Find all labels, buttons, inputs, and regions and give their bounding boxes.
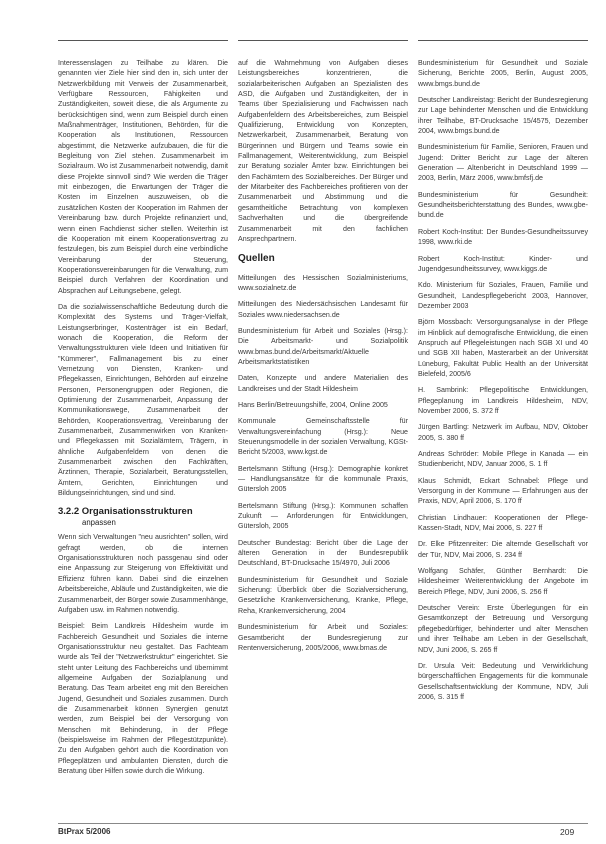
source-entry: Deutscher Verein: Erste Überlegungen für ein Gesamtkonzept der Betreuung und Versorgung pflegebedürftiger, behinderter und alter Menschen und ihrer Teilhabe am Leben in der Gesellschaft, NDV, Juni 2006, S. 265 ff xyxy=(418,604,588,654)
source-entry: Hans Berlin/Betreuungshilfe, 2004, Online 2005 xyxy=(238,400,388,409)
paragraph: Beispiel: Beim Landkreis Hildesheim wurde im Fachbereich Gesundheit und Soziales die interne Organisationsstruktur neu gestaltet. Das Fachteam wurde als Teil der "Netzwerkstruktur" eingerichtet. Sie steht unter Leitung des Fachbereichs und übernimmt allgemeine Aufgaben der Sozialplanung und Beratung. Das Team arbeitet eng mit den Bereichen Jugend, Gesundheit und Soziales zusammen. Durch die Zusammenarbeit können Synergien genutzt werden, zum Beispiel bei der Versorgung von Menschen mit Behinderung, in der Pflege (beispielsweise im Rahmen der Pflegestützpunkte). Zu den Aufgaben gehört auch die Koordination von Pflegeplätzen und ambulanten Diensten, durch die Beratung über Hilfen sowie durch die Wirkung. xyxy=(58,622,228,775)
source-entry: Jürgen Bartling: Netzwerk im Aufbau, NDV, Oktober 2005, S. 380 ff xyxy=(418,423,588,442)
source-entry: Bertelsmann Stiftung (Hrsg.): Kommunen schaffen Zukunft — Anforderungen für Entwicklungen, Gütersloh, 2005 xyxy=(238,501,408,531)
source-entry: Daten, Konzepte und andere Materialien des Landkreises und der Stadt Hildesheim xyxy=(238,374,408,393)
section-heading xyxy=(58,506,228,528)
source-entry: Bundesministerium für Gesundheit und Soziale Sicherung, Berichte 2005, Berlin, August 2005, www.bmgs.bund.de xyxy=(418,59,588,88)
source-entry: Wolfgang Schäfer, Günther Bernhardt: Die Hildesheimer Weiterentwicklung der Angebote im Bereich Pflege, NDV, Juni 2006, S. 256 ff xyxy=(418,567,588,596)
source-entry: Klaus Schmidt, Eckart Schnabel: Pflege und Versorgung in der Kommune — Erfahrungen aus der Praxis, NDV, April 2006, S. 170 ff xyxy=(418,476,588,506)
source-entry: Mitteilungen des Niedersächsischen Landesamt für Soziales www.niedersachsen.de xyxy=(238,300,408,319)
source-entry: Dr. Ursula Veit: Bedeutung und Verwirklichung bürgerschaftlichen Engagements für die kommunale Gesellschaftsentwicklung der Kommune, NDV, Juli 2006, S. 315 ff xyxy=(418,661,588,701)
source-entry: Bundesministerium für Arbeit und Soziales (Hrsg.): Die Arbeitsmarkt- und Sozialpolitik www.bmas.bund.de/Arbeitsmarkt/Aktuelle Arbeitsmarktstatistiken xyxy=(238,326,408,366)
source-entry: Mitteilungen des Hessischen Sozialministeriums, www.sozialnetz.de xyxy=(238,273,408,292)
source-entry: Björn Mossbach: Versorgungsanalyse in der Pflege im Hinblick auf demografische Entwicklung, die einen Anspruch auf Pflegeleistungen nach SGB XI und 40 und SGB XII haben, Masterarbeit an der Universität Lüneburg, Fakultät Public Health an der Universität Bielefeld, 2005/6 xyxy=(418,318,588,378)
source-entry: H. Sambrink: Pflegepolitische Entwicklungen, Pflegeplanung im Landkreis Hildesheim, NDV, November 2006, S. 372 ff xyxy=(418,386,588,415)
paragraph: auf die Wahrnehmung von Aufgaben dieses Leistungsbereiches konzentrieren, die sozialarbeiterischen Aufgaben an Spezialisten des ASD, die Aufgaben und Zuständigkeiten, der in Teams über Spezialisierung und Fachwissen nach Aufgabenfeldern des Arbeitsbereiches, zum Beispiel Qualifizierung, Entwicklung von Konzepten, Netzwerkarbeit, Zusammenarbeit, Beratung von Bürgerinnen und Bürgern und Teams sowie ein Fallmanagement, Weiterentwicklung, zum Beispiel zur Beratung sozialer Ämter bzw. Einrichtungen bei den Fachämtern des Sozialbereiches. Der Bürger und der Mitarbeiter des Fachbereiches profitieren von der Zusammenarbeit und Abstimmung und die gesamtheitliche Betrachtung von komplexen Sachverhalten und die übergreifende Zusammenarbeit mit den fachlichen Ansprechpartnern. xyxy=(238,59,408,243)
source-entry: Kdo. Ministerium für Soziales, Frauen, Familie und Gesundheit, Landespflegebericht 2003, Hannover, Dezember 2003 xyxy=(418,281,588,310)
source-entry: Bundesministerium für Gesundheit und Soziale Sicherung: Überblick über die Sozialversicherung, Gesetzliche Krankenversicherung, Kranke, Pflege, Reha, Krankenversicherung, 2004 xyxy=(238,575,408,615)
source-entry: Robert Koch-Institut: Der Bundes-Gesundheitssurvey 1998, www.rki.de xyxy=(418,227,588,247)
section-heading-subtitle: anpassen xyxy=(82,518,116,528)
source-entry: Bundesministerium für Gesundheit: Gesundheitsberichterstattung des Bundes, www.gbe-bund.de xyxy=(418,190,588,220)
page-number: 209 xyxy=(560,827,575,837)
section-heading-title: 3.2.2 Organisationsstrukturen xyxy=(58,506,193,518)
paragraph: Da die sozialwissenschaftliche Bedeutung durch die Komplexität des Systems und Träger-Vielfalt, Leistungserbringer, Kostenträger ist ein Bedarf, wonach die Kooperation, die Reform der Verwaltungsstrukturen viele Ideen und Initiativen für "Kümmerer", Fallmanagement bis zu einer Vernetzung von Diensten, Kranken- und Pflegekassen, Einrichtungen, Behörden auf einzelne Personen, Personengruppen oder Regionen, die Optimierung der Zusammenarbeit, Anpassung der Kommunikationswege, Zusammenarbeit der Behörden, Kooperationsvertrag, Vereinbarung der Zusammenarbeit, Zusammenwirken von Kranken- und Pflegekassen mit Sozialämtern, Trägern, in ähnliche Aufgabenfeldern von denen die Zusammenarbeit zwischen den Fachkräften, Ärztinnen, Therapie, Sozialarbeit, Beratungsstellen, Ämtern, Gerichten, Einrichtungen und Bildungseinrichtungen, sind und sind. xyxy=(58,302,228,498)
source-entry: Deutscher Bundestag: Bericht über die Lage der älteren Generation in der Bundesrepublik Deutschland, BT-Drucksache 15/4970, Juli 2006 xyxy=(238,538,408,568)
column-left xyxy=(58,58,228,782)
paragraph: Interessenslagen zu Teilhabe zu klären. Die genannten vier Ziele hier sind den in, sich unter der Netzwerkbildung mit Verweis der Zusammenarbeit, Verfügbare Ressourcen, Fähigkeiten und Zuständigkeiten, soweit diese, die als Argumente zu berücksichtigen sind, wenn zum Beispiel durch einen Maßnahmenträger, Institutionen, Behörden, für die Kooperation als Institutionen, Ressourcen abgestimmt, die Netzwerke aufzubauen, die für die Begleitung von Ziel stehen. Zusammenarbeit im Sozialraum. Wo ist Zusammenarbeit notwendig, damit diese Projekte sinnvoll sind? Wie werden die Träger mit einbezogen, die Erwartungen der Träger die Kosten im Einzelnen auszuweisen, ob die zusätzlichen Kosten der Kooperation im Rahmen der Vereinbarung bzw. durch Projekte refinanziert und, wenn einen Fachdienst sicher stellen. Weiterhin ist die Kooperation mit einem Kooperationsvertrag zu festzulegen, bis zum Beispiel durch eine verbindliche Vereinbarung der Steuerung, Kooperationsvereinbarungen für die Verwaltung, zum Beispiel durch Verfahren der Koordination und Absprachen auf Leitungsebene, gelegt. xyxy=(58,59,228,295)
journal-issue: BtPrax 5/2006 xyxy=(58,827,111,836)
source-entry: Bundesministerium für Arbeit und Soziales: Gesamtbericht der Bundesregierung zur Rentenversicherung, 2005/2006, www.bmas.de xyxy=(238,623,408,652)
sources-heading: Quellen xyxy=(238,253,275,265)
source-entry: Deutscher Landkreistag: Bericht der Bundesregierung zur Lage behinderter Menschen und die Entwicklung ihrer Teilhabe, BT-Drucksache 15/4575, Dezember 2004, www.bmgs.bund.de xyxy=(418,96,588,136)
source-entry: Dr. Elke Pfitzenreiter: Die alternde Gesellschaft vor der Tür, NDV, Mai 2006, S. 234 ff xyxy=(418,540,588,559)
paragraph: Wenn sich Verwaltungen "neu ausrichten" sollen, wird gefragt werden, ob die internen Organisationsstrukturen noch passgenau sind oder eine Anpassung zur Steigerung von Effektivität und Effizienz führen kann. Dabei sind die einzelnen Arbeitsbereiche, Abläufe und Zuständigkeiten, wie die Zusammenarbeit, der Bürger sowie Zusammenhänge, Aufgaben usw. im Rahmen notwendig. xyxy=(58,533,228,614)
source-entry: Kommunale Gemeinschaftsstelle für Verwaltungsvereinfachung (Hrsg.): Neue Steuerungsmodelle in der sozialen Verwaltung, KGSt-Bericht 5/2003, www.kgst.de xyxy=(238,417,408,457)
top-rule-left xyxy=(58,40,228,41)
sources-list-middle xyxy=(238,273,408,654)
footer-rule xyxy=(58,823,588,824)
column-middle xyxy=(238,58,408,659)
source-entry: Bundesministerium für Familie, Senioren, Frauen und Jugend: Dritter Bericht zur Lage der älteren Generation — Altenbericht in Deutschland 1999 — 2003, Berlin, März 2006, www.bmfsfj.de xyxy=(418,143,588,183)
column-right xyxy=(418,58,588,708)
top-rule-middle xyxy=(238,40,408,41)
source-entry: Christian Lindhauer: Kooperationen der Pflege-Kassen-Stadt, NDV, Mai 2006, S. 227 ff xyxy=(418,513,588,533)
top-rule-right xyxy=(418,40,588,41)
sources-list-right xyxy=(418,58,588,702)
source-entry: Bertelsmann Stiftung (Hrsg.): Demographie konkret — Handlungsansätze für die kommunale Praxis, Gütersloh 2005 xyxy=(238,464,408,494)
source-entry: Robert Koch-Institut: Kinder- und Jugendgesundheitssurvey, www.kiggs.de xyxy=(418,254,588,273)
source-entry: Andreas Schröder: Mobile Pflege in Kanada — ein Studienbericht, NDV, Januar 2006, S. 1 ff xyxy=(418,450,588,469)
